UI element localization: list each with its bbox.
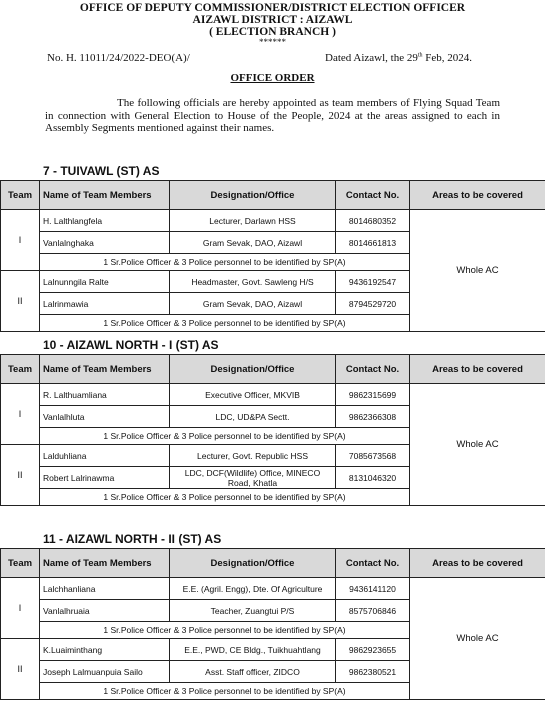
column-header: Contact No. — [336, 181, 410, 210]
team-label: II — [1, 445, 40, 506]
document-header — [0, 2, 545, 135]
member-name: R. Lalthuamliana — [40, 384, 170, 406]
column-header: Designation/Office — [170, 355, 336, 384]
police-note: 1 Sr.Police Officer & 3 Police personnel to be identified by SP(A) — [40, 315, 410, 332]
member-designation: Headmaster, Govt. Sawleng H/S — [170, 271, 336, 293]
star-divider: ****** — [0, 38, 545, 46]
police-note: 1 Sr.Police Officer & 3 Police personnel to be identified by SP(A) — [40, 254, 410, 271]
order-paragraph: The following officials are hereby appointed as team members of Flying Squad Team in connection with General Election to House of the People, 2024 at the areas assigned to each in Assembly Segments mentioned against their names. — [45, 97, 500, 135]
team-table — [0, 180, 545, 332]
member-contact: 8794529720 — [336, 293, 410, 315]
police-note: 1 Sr.Police Officer & 3 Police personnel to be identified by SP(A) — [40, 428, 410, 445]
member-name: Lalrinmawia — [40, 293, 170, 315]
team-label: II — [1, 639, 40, 700]
member-contact: 8014680352 — [336, 210, 410, 232]
column-header: Designation/Office — [170, 549, 336, 578]
member-designation: Gram Sevak, DAO, Aizawl — [170, 293, 336, 315]
column-header: Team — [1, 549, 40, 578]
team-label: I — [1, 384, 40, 445]
table-header-row — [1, 549, 545, 578]
team-table — [0, 354, 545, 506]
office-title: OFFICE OF DEPUTY COMMISSIONER/DISTRICT ELECTION OFFICER — [0, 2, 545, 14]
member-contact: 9436192547 — [336, 271, 410, 293]
member-name: Vanlalhluta — [40, 406, 170, 428]
member-designation: E.E., PWD, CE Bldg., Tuikhuahtlang — [170, 639, 336, 661]
police-note: 1 Sr.Police Officer & 3 Police personnel to be identified by SP(A) — [40, 489, 410, 506]
member-designation: Lecturer, Govt. Republic HSS — [170, 445, 336, 467]
column-header: Team — [1, 355, 40, 384]
member-name: Lalnunngila Ralte — [40, 271, 170, 293]
section-block — [0, 162, 545, 332]
section-block — [0, 336, 545, 506]
column-header: Designation/Office — [170, 181, 336, 210]
member-name: K.Luaiminthang — [40, 639, 170, 661]
member-contact: 9862315699 — [336, 384, 410, 406]
district-title: AIZAWL DISTRICT : AIZAWL — [0, 14, 545, 26]
police-note: 1 Sr.Police Officer & 3 Police personnel to be identified by SP(A) — [40, 622, 410, 639]
member-contact: 9862923655 — [336, 639, 410, 661]
order-date: Dated Aizawl, the 29th Feb, 2024. — [325, 52, 472, 64]
section-title: 7 - TUIVAWL (ST) AS — [43, 162, 545, 180]
police-note: 1 Sr.Police Officer & 3 Police personnel to be identified by SP(A) — [40, 683, 410, 700]
column-header: Areas to be covered — [410, 181, 545, 210]
reference-line — [0, 52, 545, 66]
member-designation: Asst. Staff officer, ZIDCO — [170, 661, 336, 683]
table-row — [1, 578, 545, 600]
column-header: Name of Team Members — [40, 355, 170, 384]
branch-title: ( ELECTION BRANCH ) — [0, 26, 545, 38]
reference-number: No. H. 11011/24/2022-DEO(A)/ — [47, 52, 190, 64]
section-block — [0, 530, 545, 700]
column-header: Team — [1, 181, 40, 210]
team-table — [0, 548, 545, 700]
member-contact: 9862380521 — [336, 661, 410, 683]
member-name: Lalduhliana — [40, 445, 170, 467]
team-label: I — [1, 210, 40, 271]
member-contact: 8575706846 — [336, 600, 410, 622]
area-covered: Whole AC — [410, 578, 545, 700]
member-name: H. Lalthlangfela — [40, 210, 170, 232]
member-designation: Lecturer, Darlawn HSS — [170, 210, 336, 232]
column-header: Contact No. — [336, 355, 410, 384]
table-row — [1, 384, 545, 406]
column-header: Areas to be covered — [410, 355, 545, 384]
table-row — [1, 210, 545, 232]
member-designation: LDC, DCF(Wildlife) Office, MINECO Road, Khatla — [170, 467, 336, 489]
member-name: Lalchhanliana — [40, 578, 170, 600]
column-header: Name of Team Members — [40, 181, 170, 210]
order-title: OFFICE ORDER — [0, 72, 545, 84]
member-designation: Gram Sevak, DAO, Aizawl — [170, 232, 336, 254]
member-contact: 7085673568 — [336, 445, 410, 467]
area-covered: Whole AC — [410, 210, 545, 332]
member-contact: 9436141120 — [336, 578, 410, 600]
table-header-row — [1, 181, 545, 210]
member-contact: 8131046320 — [336, 467, 410, 489]
section-title: 11 - AIZAWL NORTH - II (ST) AS — [43, 530, 545, 548]
member-designation: E.E. (Agril. Engg), Dte. Of Agriculture — [170, 578, 336, 600]
team-label: I — [1, 578, 40, 639]
column-header: Name of Team Members — [40, 549, 170, 578]
member-designation: LDC, UD&PA Sectt. — [170, 406, 336, 428]
column-header: Areas to be covered — [410, 549, 545, 578]
member-name: Joseph Lalmuanpuia Sailo — [40, 661, 170, 683]
table-header-row — [1, 355, 545, 384]
member-contact: 9862366308 — [336, 406, 410, 428]
member-name: Vanlalnghaka — [40, 232, 170, 254]
member-name: Robert Lalrinawma — [40, 467, 170, 489]
member-designation: Teacher, Zuangtui P/S — [170, 600, 336, 622]
member-name: Vanlalhruaia — [40, 600, 170, 622]
member-designation: Executive Officer, MKVIB — [170, 384, 336, 406]
team-label: II — [1, 271, 40, 332]
section-title: 10 - AIZAWL NORTH - I (ST) AS — [43, 336, 545, 354]
column-header: Contact No. — [336, 549, 410, 578]
area-covered: Whole AC — [410, 384, 545, 506]
member-contact: 8014661813 — [336, 232, 410, 254]
